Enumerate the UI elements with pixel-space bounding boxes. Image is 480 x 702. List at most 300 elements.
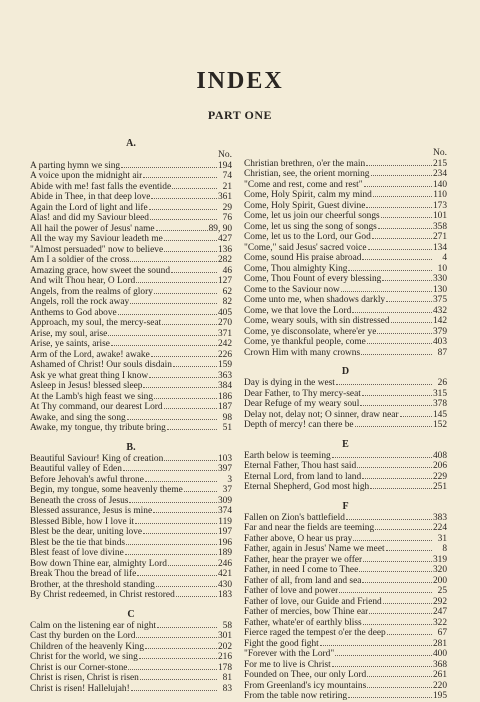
- dot-leader: [145, 481, 217, 482]
- dot-leader: [149, 377, 217, 378]
- hymn-title: Come, Holy Spirit, Guest divine: [244, 200, 366, 211]
- section-gap: [244, 431, 447, 439]
- index-entry: [244, 274, 447, 285]
- hymn-number: 229: [432, 471, 447, 482]
- hymn-title: Christ for the world, we sing: [30, 652, 138, 662]
- index-entry: [244, 211, 447, 222]
- hymn-title: Angels, from the realms of glory: [30, 286, 153, 297]
- section-letter: E: [342, 438, 349, 450]
- hymn-title: Cast thy burden on the Lord: [30, 631, 136, 641]
- index-entry: [30, 475, 232, 486]
- hymn-number: 51: [222, 423, 232, 433]
- hymn-title: Approach, my soul, the mercy-seat: [30, 318, 162, 328]
- index-entry: [244, 534, 447, 545]
- index-entry: [244, 232, 447, 243]
- hymn-title: Alas! and did my Saviour bleed: [30, 213, 149, 223]
- index-entry: [30, 569, 232, 580]
- dot-leader: [370, 488, 432, 489]
- index-entry: [244, 180, 447, 191]
- hymn-title: Blessed assurance, Jesus is mine: [30, 506, 153, 516]
- index-entry: [244, 472, 447, 483]
- hymn-number: 178: [217, 662, 232, 673]
- index-entry: [244, 618, 447, 629]
- hymn-number: 142: [432, 316, 447, 326]
- index-entry: [30, 464, 232, 475]
- hymn-number: 374: [217, 506, 232, 516]
- dot-leader: [167, 429, 217, 430]
- hymn-title: "Almost persuaded" now to believe: [30, 244, 164, 255]
- hymn-title: Come, ye disconsolate, where'er ye: [244, 326, 377, 337]
- hymn-number: 196: [217, 537, 232, 548]
- hymn-title: Christ is our Corner-stone: [30, 662, 128, 673]
- hymn-number: 194: [217, 160, 232, 171]
- hymn-title: Fierce raged the tempest o'er the deep: [244, 628, 386, 638]
- index-entry: [244, 451, 447, 462]
- section-gap: [30, 434, 232, 442]
- hymn-number: 282: [217, 255, 232, 265]
- dot-leader: [164, 460, 217, 461]
- hymn-number: 330: [432, 274, 447, 284]
- hymn-title: Come, weary souls, with sin distressed: [244, 316, 390, 326]
- dot-leader: [348, 697, 432, 698]
- index-entry: [30, 360, 232, 371]
- index-entry: [30, 371, 232, 382]
- hymn-title: Eternal Shepherd, God most high: [244, 482, 370, 492]
- hymn-number: 216: [217, 652, 232, 662]
- dot-leader: [137, 575, 217, 576]
- dot-leader: [127, 419, 217, 420]
- index-entry: [244, 681, 447, 692]
- index-entry: [244, 461, 447, 472]
- hymn-number: 58: [222, 620, 232, 631]
- dot-leader: [164, 251, 217, 252]
- hymn-title: And wilt Thou hear, O Lord: [30, 276, 136, 286]
- index-entry: [30, 287, 232, 298]
- hymn-title: Ashamed of Christ! Our souls disdain: [30, 360, 172, 370]
- index-entry: [30, 559, 232, 570]
- section-gap: [244, 358, 447, 366]
- hymn-number: 74: [222, 171, 232, 181]
- hymn-title: Come, sound His praise abroad: [244, 253, 362, 263]
- index-column-right: [244, 148, 447, 702]
- hymn-title: Father of all, from land and sea: [244, 575, 362, 586]
- hymn-number: 145: [432, 409, 447, 420]
- index-entry: [30, 621, 232, 632]
- hymn-title: Christ is risen! Hallelujah!: [30, 683, 130, 694]
- index-entry: [244, 389, 447, 400]
- index-entry: [30, 255, 232, 266]
- index-entry: [244, 628, 447, 639]
- hymn-number: 197: [217, 527, 232, 537]
- index-entry: [30, 182, 232, 193]
- dot-leader: [153, 512, 217, 513]
- hymn-title: Again the Lord of light and life: [30, 202, 148, 213]
- dot-leader: [367, 676, 432, 677]
- dot-leader: [382, 280, 432, 281]
- hymn-title: Christian, see, the orient morning: [244, 169, 370, 179]
- dot-leader: [168, 565, 217, 566]
- hymn-number: 383: [432, 512, 447, 523]
- hymn-title: Earth below is teeming: [244, 450, 331, 461]
- hymn-number: 361: [217, 192, 232, 202]
- hymn-number: 83: [222, 683, 232, 694]
- hymn-title: Arm of the Lord, awake! awake: [30, 349, 150, 360]
- hymn-number: 130: [432, 284, 447, 295]
- dot-leader: [357, 467, 432, 468]
- dot-leader: [367, 687, 432, 688]
- dot-leader: [162, 324, 217, 325]
- hymn-number: 384: [217, 381, 232, 391]
- section-letter: F: [342, 500, 349, 512]
- hymn-number: 101: [432, 211, 447, 221]
- dot-leader: [386, 301, 432, 302]
- dot-leader: [131, 690, 217, 691]
- hymn-title: All hail the power of Jesus' name: [30, 223, 155, 234]
- hymn-number: 187: [217, 402, 232, 412]
- index-entry: [30, 652, 232, 663]
- index-entry: [30, 224, 232, 235]
- hymn-title: Angels, roll the rock away: [30, 297, 130, 307]
- index-entry: [30, 318, 232, 329]
- dot-leader: [154, 398, 217, 399]
- index-column-left: [30, 138, 232, 694]
- hymn-title: Arise, ye saints, arise: [30, 339, 110, 349]
- index-entry: [30, 580, 232, 591]
- hymn-title: Blest be the tie that binds: [30, 537, 126, 548]
- index-entry: [30, 276, 232, 287]
- dot-leader: [381, 217, 432, 218]
- section-letter: B.: [126, 441, 136, 453]
- dot-leader: [154, 293, 217, 294]
- index-entry: [30, 590, 232, 601]
- hymn-title: From the table now retiring: [244, 691, 348, 701]
- hymn-title: Amazing grace, how sweet the sound: [30, 265, 171, 276]
- hymn-number: 87: [437, 347, 447, 358]
- hymn-number: 186: [217, 391, 232, 402]
- dot-leader: [164, 408, 217, 409]
- index-entry: [244, 523, 447, 534]
- dot-leader: [355, 426, 432, 427]
- hymn-title: Dear Refuge of my weary soul: [244, 399, 360, 409]
- hymn-number: 427: [217, 234, 232, 244]
- index-entry: [30, 213, 232, 224]
- hymn-number: 134: [432, 242, 447, 253]
- hymn-title: Awake, my tongue, thy tribute bring: [30, 423, 166, 433]
- index-entry: [244, 576, 447, 587]
- hymn-number: 159: [217, 360, 232, 370]
- index-entry: [30, 297, 232, 308]
- hymn-title: Come, let us join our cheerful songs: [244, 211, 380, 221]
- hymn-number: 183: [217, 590, 232, 600]
- hymn-number: 408: [432, 450, 447, 461]
- index-entry: [30, 538, 232, 549]
- index-entry: [244, 482, 447, 493]
- hymn-title: Christ is risen, Christ is risen: [30, 673, 139, 683]
- index-entry: [244, 243, 447, 254]
- hymn-number: 430: [217, 579, 232, 590]
- index-entry: [244, 399, 447, 410]
- dot-leader: [184, 491, 217, 492]
- index-entry: [244, 253, 447, 264]
- dot-leader: [362, 259, 432, 260]
- dot-leader: [143, 177, 217, 178]
- dot-leader: [383, 603, 432, 604]
- hymn-title: Beneath the cross of Jesus: [30, 495, 129, 506]
- hymn-title: A voice upon the midnight air: [30, 171, 143, 181]
- dot-leader: [130, 303, 217, 304]
- dot-leader: [364, 186, 432, 187]
- dot-leader: [111, 345, 217, 346]
- hymn-title: By Christ redeemed, in Christ restored: [30, 590, 175, 600]
- index-entry: [244, 597, 447, 608]
- hymn-title: Fight the good fight: [244, 638, 319, 649]
- hymn-title: Father, hear the prayer we offer: [244, 554, 363, 565]
- hymn-title: Father above, O hear us pray: [244, 533, 353, 544]
- hymn-title: Come, let us to the Lord, our God: [244, 232, 371, 242]
- index-entry: [30, 423, 232, 434]
- number-column-label: No.: [433, 148, 447, 158]
- hymn-number: 82: [222, 297, 232, 307]
- hymn-title: At the Lamb's high feast we sing: [30, 391, 154, 402]
- dot-leader: [136, 637, 216, 638]
- index-entry: [30, 673, 232, 684]
- index-entry: [30, 402, 232, 413]
- dot-leader: [320, 645, 432, 646]
- hymn-number: 246: [217, 558, 232, 569]
- index-entry: [30, 245, 232, 256]
- hymn-number: 31: [437, 533, 447, 544]
- index-entry: [30, 496, 232, 507]
- hymn-title: Father of mercies, bow Thine ear: [244, 607, 369, 617]
- hymn-number: 202: [217, 641, 232, 652]
- section-letter: A.: [126, 138, 136, 149]
- index-entry: [244, 306, 447, 317]
- hymn-number: 319: [432, 554, 447, 565]
- hymn-title: From Greenland's icy mountains: [244, 680, 367, 691]
- dot-leader: [367, 343, 432, 344]
- hymn-title: Before Jehovah's awful throne: [30, 474, 144, 485]
- index-entry: [30, 234, 232, 245]
- hymn-title: Eternal Father, Thou hast said: [244, 461, 357, 471]
- hymn-title: Beautiful Saviour! King of creation: [30, 453, 164, 464]
- hymn-title: Arise, my soul, arise: [30, 328, 108, 339]
- hymn-title: Come to the Saviour now: [244, 284, 340, 295]
- hymn-title: Father of love, our Guide and Friend: [244, 596, 382, 607]
- index-entry: [244, 639, 447, 650]
- dot-leader: [129, 502, 217, 503]
- index-entry: [30, 506, 232, 517]
- dot-leader: [387, 634, 432, 635]
- dot-leader: [353, 540, 432, 541]
- index-entry: [244, 607, 447, 618]
- dot-leader: [363, 561, 432, 562]
- hymn-number: 378: [432, 399, 447, 409]
- dot-leader: [368, 249, 432, 250]
- index-entry: [244, 159, 447, 170]
- hymn-title: Dear Father, to Thy mercy-seat: [244, 388, 361, 399]
- hymn-number: 220: [432, 680, 447, 691]
- dot-leader: [361, 354, 432, 355]
- hymn-number: 405: [217, 307, 232, 318]
- hymn-number: 215: [432, 158, 447, 169]
- hymn-number: 62: [222, 286, 232, 297]
- index-entry: [30, 517, 232, 528]
- hymn-title: Blessed Bible, how I love it: [30, 516, 135, 527]
- dot-leader: [362, 582, 432, 583]
- hymn-title: Break Thou the bread of life: [30, 569, 137, 579]
- index-entry: [30, 631, 232, 642]
- dot-leader: [362, 395, 432, 396]
- hymn-number: 29: [222, 202, 232, 213]
- hymn-title: Calm on the listening ear of night: [30, 620, 157, 631]
- hymn-title: Come, Thou Fount of every blessing: [244, 274, 382, 284]
- hymn-number: 98: [222, 412, 232, 423]
- dot-leader: [135, 523, 217, 524]
- dot-leader: [149, 209, 217, 210]
- hymn-number: 397: [217, 464, 232, 474]
- dot-leader: [151, 356, 217, 357]
- dot-leader: [136, 282, 217, 283]
- hymn-title: Come unto me, when shadows darkly: [244, 295, 386, 305]
- dot-leader: [108, 335, 217, 336]
- hymn-title: Depth of mercy! can there be: [244, 420, 354, 430]
- page-title: INDEX: [196, 68, 284, 94]
- index-entry: [244, 691, 447, 702]
- dot-leader: [348, 270, 432, 271]
- dot-leader: [360, 405, 432, 406]
- index-entry: [30, 161, 232, 172]
- index-entry: [244, 190, 447, 201]
- dot-leader: [366, 165, 432, 166]
- page-subtitle: PART ONE: [207, 108, 273, 122]
- index-entry: [30, 454, 232, 465]
- number-column-label: No.: [218, 150, 232, 160]
- hymn-number: 46: [222, 265, 232, 276]
- hymn-title: Beautiful valley of Eden: [30, 464, 122, 474]
- index-entry: [30, 485, 232, 496]
- dot-leader: [362, 478, 432, 479]
- dot-leader: [335, 655, 432, 656]
- hymn-number: 375: [432, 295, 447, 305]
- hymn-title: For me to live is Christ: [244, 659, 331, 670]
- hymn-number: 25: [437, 586, 447, 596]
- hymn-number: 89, 90: [208, 223, 232, 234]
- hymn-number: 10: [437, 263, 447, 274]
- hymn-number: 403: [432, 337, 447, 347]
- dot-leader: [128, 669, 216, 670]
- index-entry: [244, 544, 447, 555]
- index-entry: [244, 378, 447, 389]
- section-gap: [30, 601, 232, 609]
- hymn-title: Crown Him with many crowns: [244, 347, 361, 358]
- hymn-number: 206: [432, 461, 447, 471]
- hymn-number: 81: [222, 673, 232, 683]
- index-entry: [30, 392, 232, 403]
- hymn-title: Far and near the fields are teeming: [244, 523, 375, 533]
- dot-leader: [332, 666, 432, 667]
- hymn-number: 379: [432, 326, 447, 337]
- hymn-title: Asleep in Jesus! blessed sleep: [30, 381, 143, 391]
- hymn-number: 173: [432, 200, 447, 211]
- dot-leader: [377, 333, 432, 334]
- hymn-title: Anthems to God above: [30, 307, 117, 318]
- hymn-number: 76: [222, 213, 232, 223]
- dot-leader: [126, 544, 217, 545]
- index-entry: [30, 339, 232, 350]
- hymn-number: 251: [432, 482, 447, 492]
- dot-leader: [143, 387, 216, 388]
- hymn-number: 270: [217, 318, 232, 328]
- hymn-number: 140: [432, 179, 447, 190]
- index-entry: [244, 586, 447, 597]
- hymn-title: Come, let us sing the song of songs: [244, 221, 377, 232]
- hymn-title: Blest feast of love divine: [30, 548, 124, 558]
- index-entry: [30, 350, 232, 361]
- dot-leader: [140, 679, 217, 680]
- hymn-title: Come, Holy Spirit, calm my mind: [244, 190, 372, 200]
- hymn-number: 226: [217, 349, 232, 360]
- hymn-title: Am I a soldier of the cross: [30, 255, 130, 265]
- dot-leader: [164, 240, 217, 241]
- index-entry: [30, 308, 232, 319]
- hymn-title: A parting hymn we sing: [30, 160, 121, 171]
- section-letter: D: [341, 366, 350, 377]
- hymn-number: 271: [432, 232, 447, 242]
- index-entry: [30, 171, 232, 182]
- dot-leader: [378, 228, 432, 229]
- hymn-title: Christian brethren, o'er the main: [244, 158, 366, 169]
- hymn-title: Children of the heavenly King: [30, 641, 145, 652]
- hymn-number: 189: [217, 548, 232, 558]
- hymn-title: Father, in need I come to Thee: [244, 565, 359, 575]
- index-entry: [244, 649, 447, 660]
- hymn-title: "Come and rest, come and rest": [244, 179, 363, 190]
- index-entry: [244, 660, 447, 671]
- hymn-number: 247: [432, 607, 447, 617]
- hymn-number: 322: [432, 617, 447, 628]
- dot-leader: [366, 207, 432, 208]
- index-entry: [244, 327, 447, 338]
- index-entry: [244, 565, 447, 576]
- index-entry: [244, 201, 447, 212]
- hymn-number: 110: [433, 190, 447, 200]
- index-entry: [244, 264, 447, 275]
- index-entry: [30, 413, 232, 424]
- index-entry: [30, 684, 232, 695]
- hymn-number: 315: [432, 388, 447, 399]
- hymn-title: Blest be the dear, uniting love: [30, 527, 143, 537]
- hymn-number: 21: [222, 181, 232, 192]
- index-entry: [244, 169, 447, 180]
- dot-leader: [339, 592, 432, 593]
- hymn-number: 103: [217, 453, 232, 464]
- hymn-title: At Thy command, our dearest Lord: [30, 402, 163, 412]
- hymn-title: Father of love and power: [244, 586, 339, 596]
- dot-leader: [346, 519, 432, 520]
- dot-leader: [123, 470, 217, 471]
- index-entry: [244, 222, 447, 233]
- hymn-number: 281: [432, 638, 447, 649]
- hymn-number: 301: [217, 631, 232, 641]
- dot-leader: [171, 272, 217, 273]
- hymn-number: 136: [217, 244, 232, 255]
- hymn-title: Come, we that love the Lord: [244, 305, 352, 316]
- dot-leader: [150, 219, 217, 220]
- hymn-title: Founded on Thee, our only Lord: [244, 670, 367, 680]
- index-entry: [30, 548, 232, 559]
- hymn-number: 224: [432, 523, 447, 533]
- hymn-number: 371: [217, 328, 232, 339]
